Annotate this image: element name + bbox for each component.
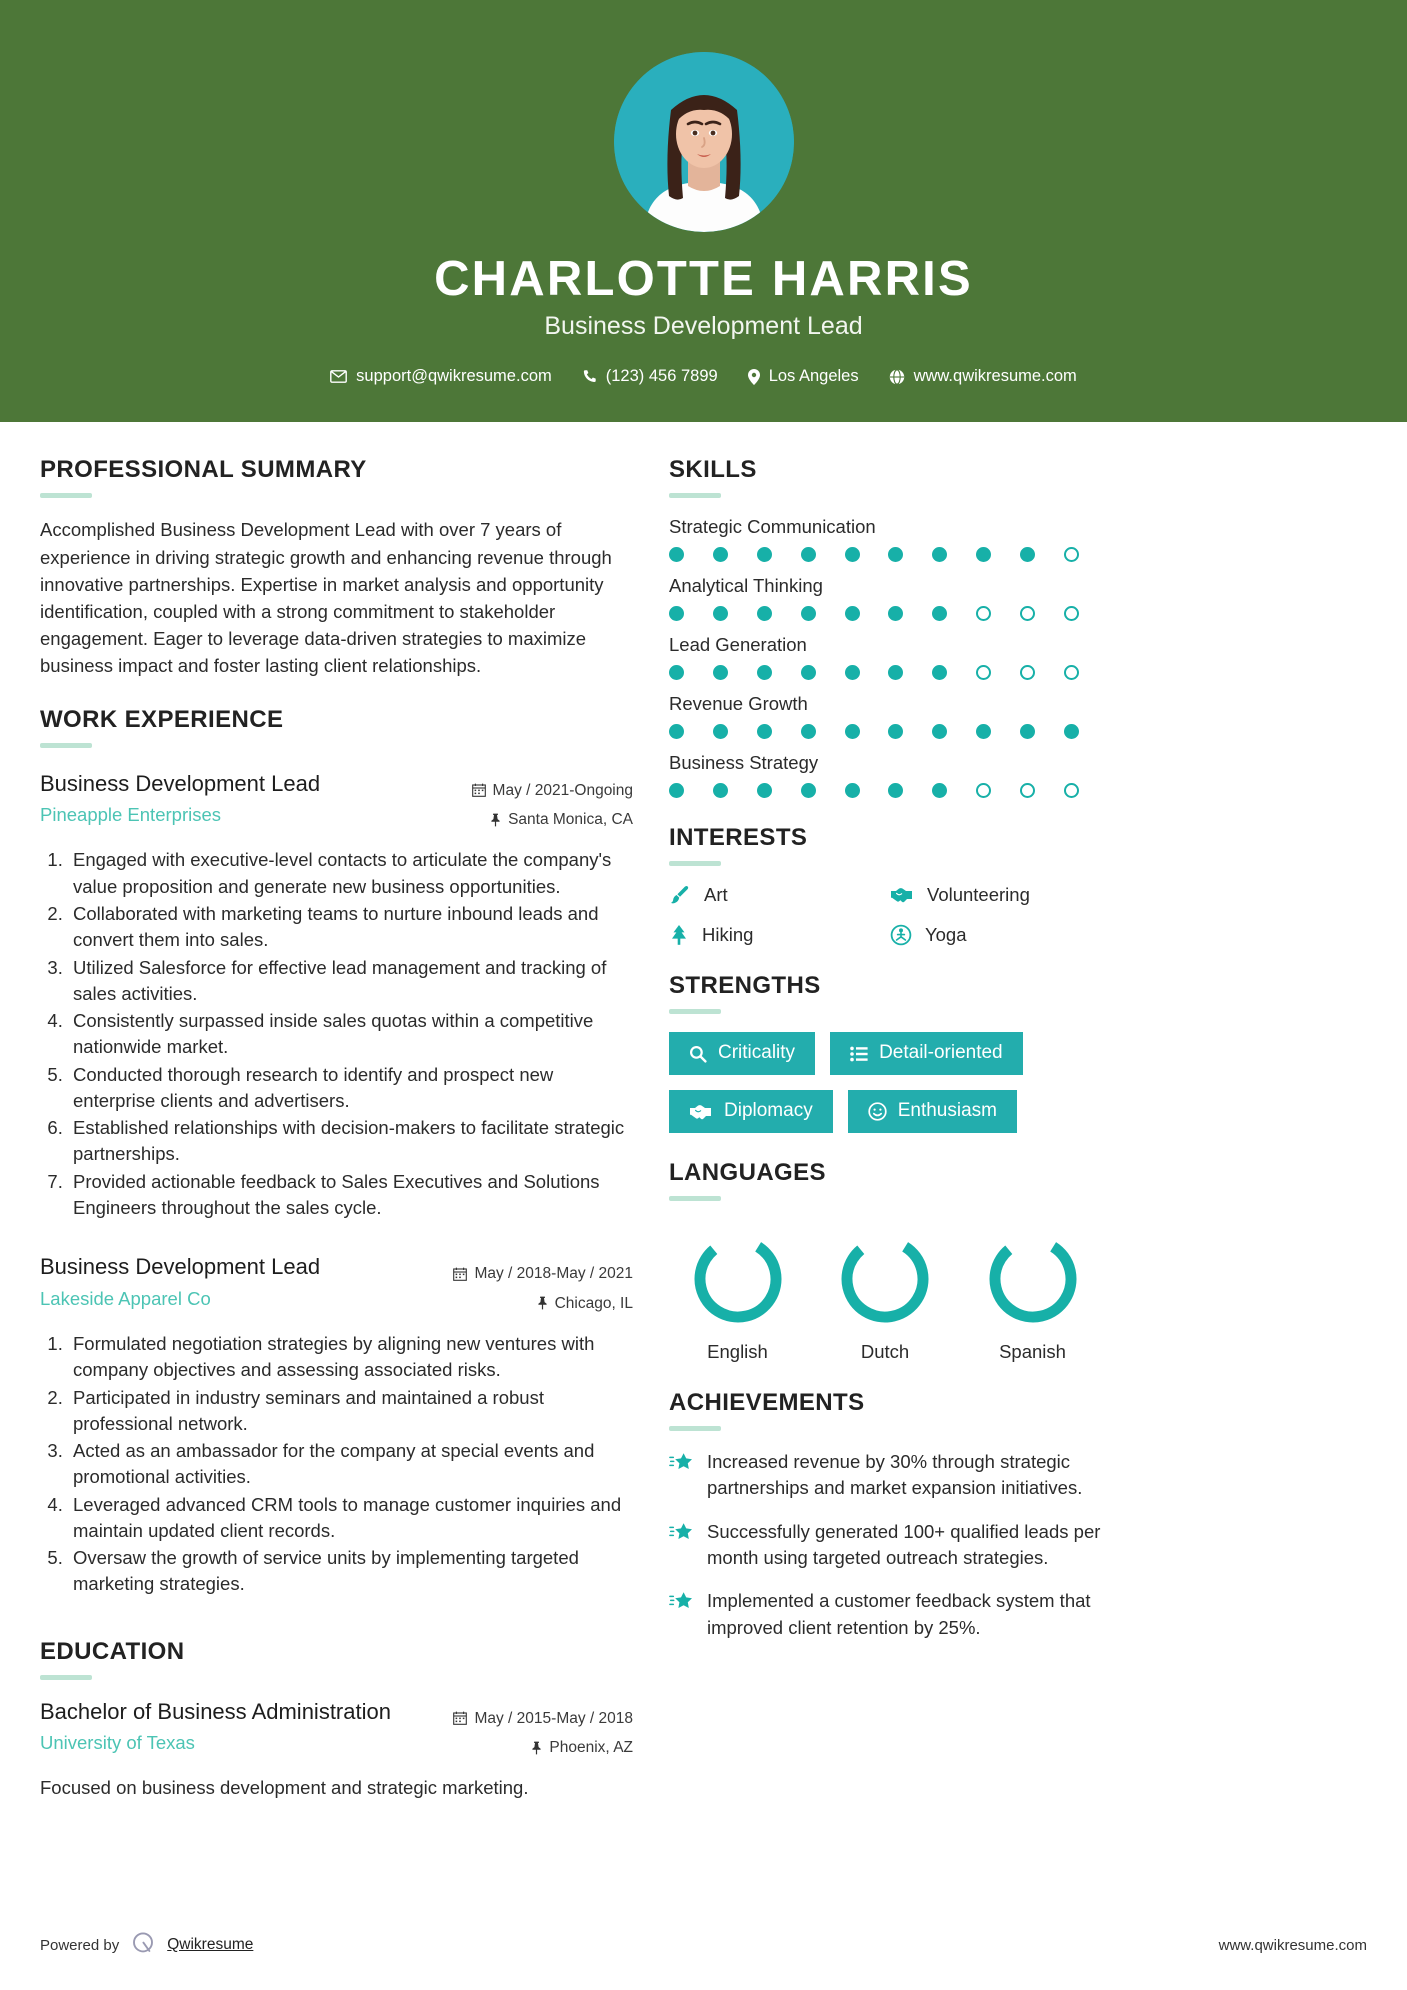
rating-dot-filled [888,724,903,739]
interest-item [890,924,1101,946]
rating-dot-filled [801,606,816,621]
contact-email[interactable] [330,367,552,386]
skill-item [669,693,1101,739]
work-entry [40,770,633,1222]
calendar-icon [453,1711,467,1725]
section-header [669,1389,1101,1431]
strength-label: Diplomacy [724,1100,813,1122]
rating-dot-filled [888,547,903,562]
strength-chip-diplomacy[interactable] [669,1090,833,1133]
work-entry-main [40,1253,439,1310]
achievement-text: Implemented a customer feedback system that improved client retention by 25%. [707,1590,1091,1638]
section-skills [669,456,1101,798]
achievement-item [669,1449,1101,1502]
rating-dot-empty [976,606,991,621]
rating-dot-filled [801,783,816,798]
work-bullet: 6. Established relationships with decision-makers to facilitate strategic partnerships. [68,1115,633,1168]
section-header [669,972,1101,1014]
rating-dot-filled [1020,724,1035,739]
languages-row [669,1219,1101,1363]
contact-location[interactable] [748,367,859,386]
rating-dot-empty [976,783,991,798]
work-bullet: 4. Consistently surpassed inside sales quotas within a competitive nationwide market. [68,1008,633,1061]
education-organization[interactable]: University of Texas [40,1732,195,1754]
work-bullets [40,847,633,1221]
rating-dot-empty [1064,606,1079,621]
language-progress-ring [690,1231,786,1327]
section-title: ACHIEVEMENTS [669,1389,865,1417]
section-header [669,824,1101,866]
skill-rating [669,547,1079,562]
work-role: Business Development Lead [40,770,321,796]
strength-chip-criticality[interactable] [669,1032,815,1075]
contact-phone-value: (123) 456 7899 [605,367,718,386]
section-work-experience [40,706,633,1598]
rating-dot-filled [932,724,947,739]
footer-url[interactable]: www.qwikresume.com [1218,1936,1367,1954]
interest-label: Yoga [925,924,967,946]
section-rule [669,1426,721,1431]
section-title: STRENGTHS [669,972,821,1000]
contact-phone[interactable] [582,367,718,386]
skill-item [669,575,1101,621]
yoga-icon [890,924,912,946]
contact-location-value: Los Angeles [768,367,859,386]
language-label: English [707,1341,768,1363]
education-entry-main [40,1698,439,1755]
rating-dot-filled [845,783,860,798]
language-item [970,1231,1095,1363]
section-interests [669,824,1101,946]
resume-footer [0,1904,1407,1990]
section-education [40,1638,633,1802]
education-dates-value: May / 2015-May / 2018 [474,1709,633,1727]
section-achievements [669,1389,1101,1641]
rating-dot-empty [1064,665,1079,680]
interest-item [669,924,880,946]
achievement-text: Successfully generated 100+ qualified leads per month using targeted outreach strategies. [707,1520,1101,1569]
skill-rating [669,724,1079,739]
work-bullet: 5. Conducted thorough research to identify and prospect new enterprise clients and advertisers. [68,1062,633,1115]
rating-dot-filled [845,665,860,680]
rating-dot-filled [932,547,947,562]
education-location-value: Phoenix, AZ [549,1739,633,1757]
interests-grid [669,884,1101,946]
interest-item [669,884,880,906]
list-icon [850,1046,868,1062]
powered-by [40,1930,253,1960]
interest-label: Hiking [702,924,754,946]
work-entry-header [40,770,633,835]
rating-dot-filled [713,606,728,621]
rating-dot-filled [932,606,947,621]
paintbrush-icon [669,884,691,906]
avatar-photo [614,52,794,232]
handshake-icon [689,1103,713,1121]
skill-item [669,752,1101,798]
language-progress-ring [985,1231,1081,1327]
section-strengths [669,972,1101,1133]
contact-website-value: www.qwikresume.com [913,367,1077,386]
section-rule [669,1196,721,1201]
education-entry [40,1698,633,1802]
rating-dot-filled [1064,724,1079,739]
section-title: PROFESSIONAL SUMMARY [40,456,367,484]
rating-dot-filled [669,665,684,680]
strengths-list [669,1032,1101,1133]
pin-icon [490,813,501,827]
work-bullet: 2. Collaborated with marketing teams to nurture inbound leads and convert them into sales. [68,901,633,954]
section-rule [669,1009,721,1014]
work-entry-main [40,770,458,827]
skill-item [669,634,1101,680]
language-label: Dutch [860,1341,910,1363]
contact-row [0,367,1407,386]
section-header [669,456,1101,498]
rating-dot-filled [932,665,947,680]
rating-dot-empty [1020,783,1035,798]
work-entry-meta [472,770,633,835]
star-icon [669,1588,693,1612]
star-icon [669,1519,693,1543]
education-entry-meta [453,1698,633,1763]
rating-dot-filled [888,783,903,798]
right-column [669,456,1101,1666]
rating-dot-filled [801,547,816,562]
strength-label: Criticality [718,1042,796,1064]
work-bullet: 1. Formulated negotiation strategies by aligning new ventures with company objectives and assessing associated risks. [68,1331,633,1384]
summary-text: Accomplished Business Development Lead with over 7 years of experience in driving strategic growth and enhancing revenue through innovative partnerships. Expertise in market analysis and opportunity identification, coupled with a strong commitment to stakeholder engagement. Eager to leverage data-driven strategies to maximize business impact and foster lasting client relationships. [40,519,612,677]
work-location [453,1289,633,1318]
section-rule [40,743,92,748]
resume-body [0,422,1407,1904]
rating-dot-filled [713,724,728,739]
section-title: WORK EXPERIENCE [40,705,284,733]
rating-dot-empty [976,665,991,680]
section-rule [40,493,92,498]
skill-rating [669,783,1079,798]
interest-item [890,884,1101,906]
skill-label: Analytical Thinking [669,575,823,597]
rating-dot-empty [1020,665,1035,680]
achievement-item [669,1588,1101,1641]
skill-rating [669,665,1079,680]
strength-label: Enthusiasm [897,1100,997,1122]
rating-dot-filled [976,547,991,562]
rating-dot-filled [757,547,772,562]
handshake-icon [890,886,914,904]
rating-dot-filled [669,783,684,798]
work-bullet: 1. Engaged with executive-level contacts to articulate the company's value proposition and generate new business opportunities. [68,847,633,900]
education-degree: Bachelor of Business Administration [40,1698,391,1724]
work-bullet: 7. Provided actionable feedback to Sales Executives and Solutions Engineers throughout the sales cycle. [68,1169,633,1222]
contact-website[interactable] [889,367,1077,386]
rating-dot-filled [713,547,728,562]
skill-item [669,516,1101,562]
rating-dot-empty [1064,547,1079,562]
work-dates-value: May / 2021-Ongoing [492,781,633,799]
work-dates-value: May / 2018-May / 2021 [474,1265,633,1283]
work-location-value: Chicago, IL [554,1294,633,1312]
work-bullet: 3. Utilized Salesforce for effective lead management and tracking of sales activities. [68,955,633,1008]
page-title: CHARLOTTE HARRIS [434,252,973,306]
avatar [614,52,794,232]
rating-dot-filled [757,724,772,739]
strength-label: Detail-oriented [879,1042,1003,1064]
calendar-icon [472,783,486,797]
rating-dot-filled [976,724,991,739]
language-progress-ring [837,1231,933,1327]
education-description: Focused on business development and strategic marketing. [40,1776,529,1798]
interest-label: Art [704,884,728,906]
rating-dot-filled [845,547,860,562]
tree-icon [669,924,689,946]
section-rule [669,861,721,866]
work-bullet: 3. Acted as an ambassador for the company at special events and promotional activities. [68,1438,633,1491]
skill-label: Lead Generation [669,634,807,656]
language-item [675,1231,800,1363]
interest-label: Volunteering [927,884,1030,906]
work-dates [472,776,633,805]
section-title: SKILLS [669,456,757,484]
rating-dot-filled [713,665,728,680]
rating-dot-filled [713,783,728,798]
work-bullet: 4. Leveraged advanced CRM tools to manage customer inquiries and maintain updated client records. [68,1492,633,1545]
rating-dot-filled [845,606,860,621]
rating-dot-filled [888,606,903,621]
phone-icon [582,369,597,384]
location-icon [748,369,760,385]
rating-dot-empty [1064,783,1079,798]
work-dates [453,1259,633,1288]
job-title: Business Development Lead [544,312,863,341]
resume-header [0,0,1407,422]
rating-dot-filled [801,665,816,680]
rating-dot-filled [757,783,772,798]
rating-dot-filled [669,724,684,739]
work-organization[interactable]: Pineapple Enterprises [40,804,221,826]
work-entry-meta [453,1253,633,1318]
magnifier-icon [689,1045,707,1063]
section-title: INTERESTS [669,824,808,852]
skill-label: Strategic Communication [669,516,876,538]
rating-dot-filled [757,665,772,680]
pin-icon [537,1296,548,1310]
rating-dot-filled [888,665,903,680]
work-bullet: 5. Oversaw the growth of service units by implementing targeted marketing strategies. [68,1545,633,1598]
rating-dot-empty [1020,606,1035,621]
work-bullet: 2. Participated in industry seminars and maintained a robust professional network. [68,1385,633,1438]
pin-icon [531,1741,542,1755]
section-languages [669,1159,1101,1363]
strength-chip-detail-oriented[interactable] [830,1032,1023,1075]
work-organization[interactable]: Lakeside Apparel Co [40,1287,211,1309]
strength-chip-enthusiasm[interactable] [848,1090,1017,1133]
achievement-text: Increased revenue by 30% through strategic partnerships and market expansion initiatives. [707,1451,1083,1499]
work-role: Business Development Lead [40,1254,321,1280]
qwikresume-logo-icon [130,1930,156,1960]
star-icon [669,1449,693,1473]
section-header [669,1159,1101,1201]
education-location [453,1733,633,1762]
skill-label: Revenue Growth [669,693,808,715]
left-column [40,456,633,1827]
skills-list [669,516,1101,798]
section-header [40,456,633,498]
email-icon [330,370,347,383]
section-header [40,1638,633,1680]
powered-by-label: Powered by [40,1936,120,1954]
section-title: LANGUAGES [669,1159,826,1187]
globe-icon [889,369,905,385]
rating-dot-filled [669,547,684,562]
rating-dot-filled [845,724,860,739]
rating-dot-filled [669,606,684,621]
brand-link[interactable]: Qwikresume [167,1936,254,1953]
section-rule [669,493,721,498]
work-location [472,805,633,834]
section-professional-summary [40,456,633,679]
achievement-item [669,1519,1101,1572]
education-dates [453,1704,633,1733]
skill-label: Business Strategy [669,752,819,774]
work-location-value: Santa Monica, CA [508,811,633,828]
contact-email-value: support@qwikresume.com [356,367,552,386]
language-item [823,1231,948,1363]
rating-dot-filled [1020,547,1035,562]
section-title: EDUCATION [40,1637,185,1665]
section-header [40,706,633,748]
language-label: Spanish [999,1341,1066,1363]
calendar-icon [453,1267,467,1281]
rating-dot-filled [757,606,772,621]
skill-rating [669,606,1079,621]
smiley-icon [868,1102,887,1121]
rating-dot-filled [801,724,816,739]
education-entry-header [40,1698,633,1763]
work-bullets [40,1331,633,1598]
work-entry-header [40,1253,633,1318]
rating-dot-filled [932,783,947,798]
work-entry [40,1253,633,1598]
section-rule [40,1675,92,1680]
